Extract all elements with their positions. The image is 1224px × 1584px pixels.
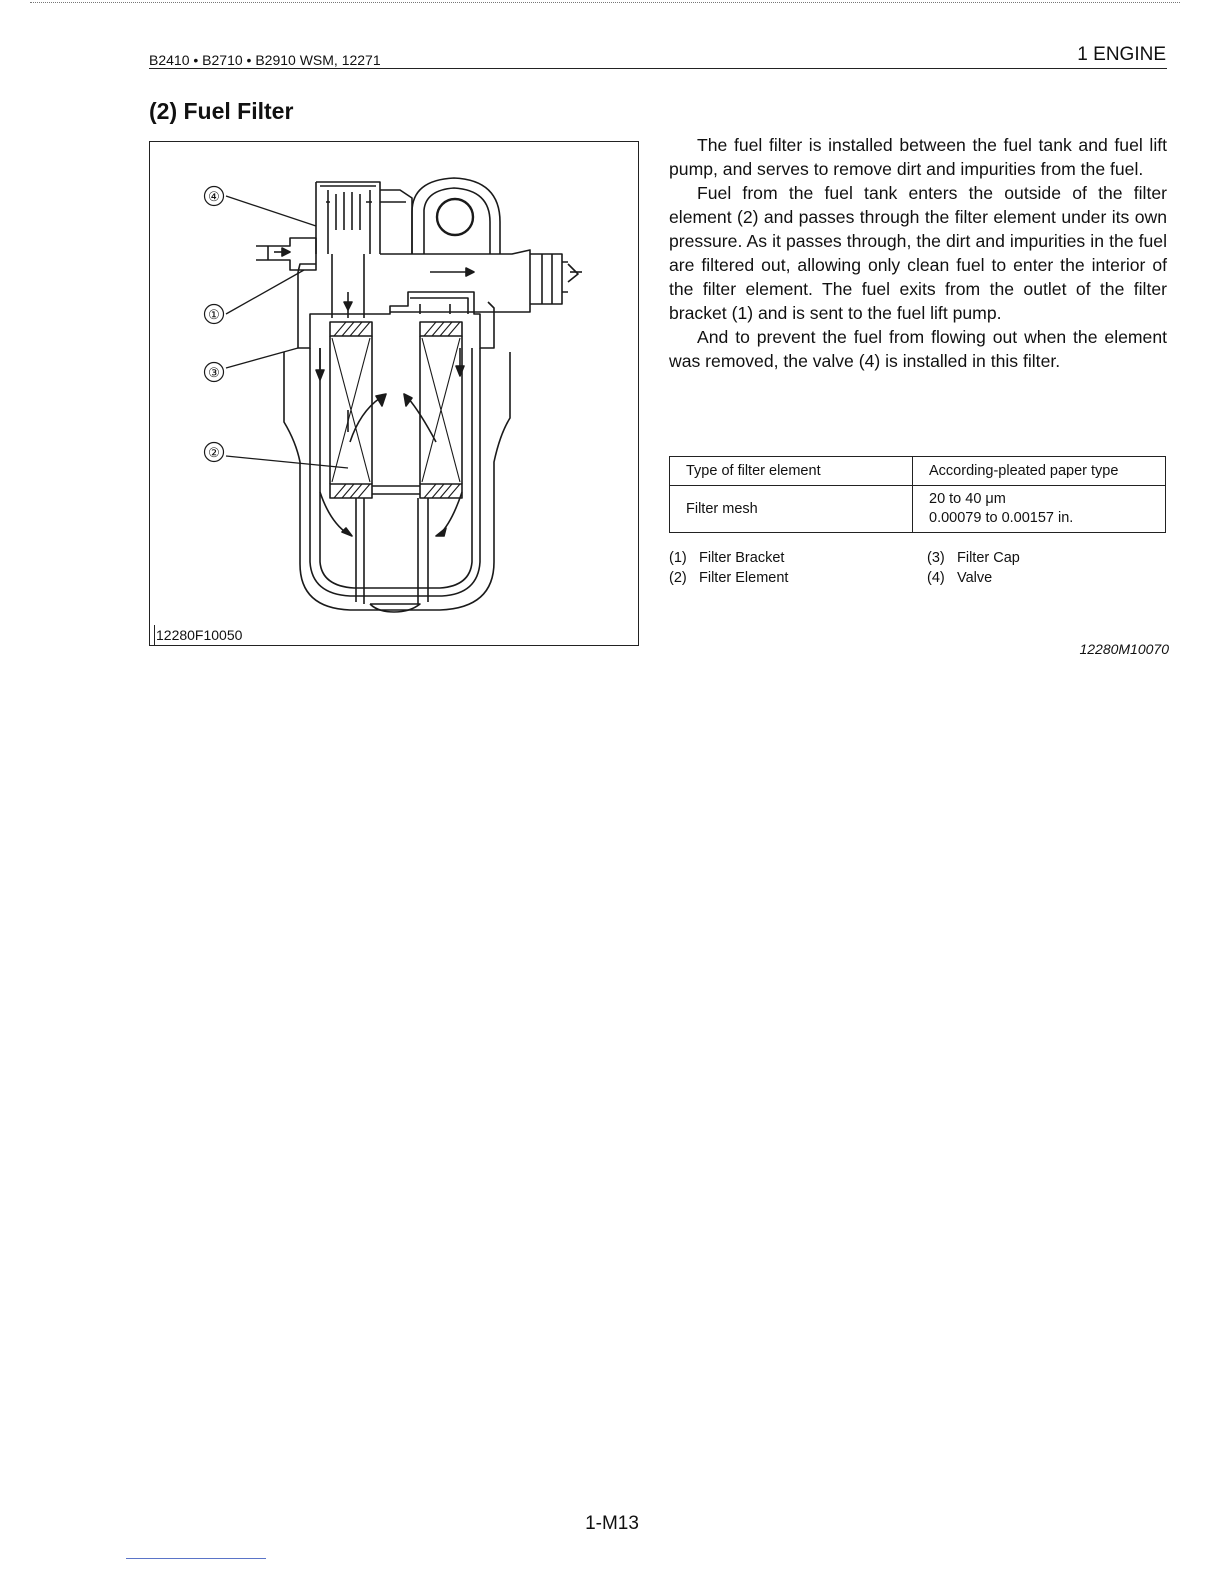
- description: [669, 133, 1167, 373]
- paragraph: And to prevent the fuel from flowing out when the element was removed, the valve (4) is installed in this filter.: [669, 327, 1167, 371]
- legend-label: Valve: [957, 570, 993, 586]
- callout-2: ②: [208, 445, 220, 460]
- legend-item: [927, 548, 1020, 568]
- spec-label: Filter mesh: [670, 486, 913, 533]
- table-row: [670, 457, 1166, 486]
- legend-number: (4): [927, 570, 945, 586]
- table-row: [670, 486, 1166, 533]
- callout-3: ③: [208, 365, 220, 380]
- legend-label: Filter Bracket: [699, 550, 785, 566]
- callout-numbers: [150, 142, 638, 645]
- legend-item: [669, 548, 784, 568]
- legend-item: [927, 568, 992, 588]
- paragraph: Fuel from the fuel tank enters the outside of the filter element (2) and passes through the filter element under its own pressure. As it passes through, the dirt and impurities in the fuel are filtered out, allowing only clean fuel to enter the interior of the filter element. The fuel exits from the outlet of the filter bracket (1) and is sent to the fuel lift pump.: [669, 183, 1167, 323]
- header-divider: [149, 68, 1167, 69]
- legend-item: [669, 568, 788, 588]
- bottom-scan-line: [126, 1558, 266, 1559]
- document-code: 12280M10070: [1079, 641, 1169, 657]
- chapter-title: 1 ENGINE: [1077, 44, 1166, 65]
- figure-code: 12280F10050: [156, 627, 243, 643]
- paragraph: The fuel filter is installed between the fuel tank and fuel lift pump, and serves to remove dirt and impurities from the fuel.: [669, 135, 1167, 179]
- spec-value: According-pleated paper type: [913, 457, 1166, 486]
- spec-value-line: 20 to 40 μm: [929, 491, 1006, 507]
- page-number: 1-M13: [585, 1513, 639, 1534]
- scan-edge-dots: [30, 2, 1180, 3]
- callout-4: ④: [208, 189, 220, 204]
- spec-label: Type of filter element: [670, 457, 913, 486]
- doc-reference: B2410 • B2710 • B2910 WSM, 12271: [149, 52, 381, 68]
- spec-value: [913, 486, 1166, 533]
- legend-label: Filter Element: [699, 570, 789, 586]
- legend-number: (2): [669, 570, 687, 586]
- spec-value-line: 0.00079 to 0.00157 in.: [929, 510, 1074, 526]
- section-title: (2) Fuel Filter: [149, 98, 294, 124]
- legend-number: (1): [669, 550, 687, 566]
- fuel-filter-figure: [149, 141, 639, 646]
- callout-1: ①: [208, 307, 220, 322]
- legend-label: Filter Cap: [957, 550, 1020, 566]
- legend-number: (3): [927, 550, 945, 566]
- spec-table: [669, 456, 1166, 533]
- figure-code-divider: [150, 625, 155, 645]
